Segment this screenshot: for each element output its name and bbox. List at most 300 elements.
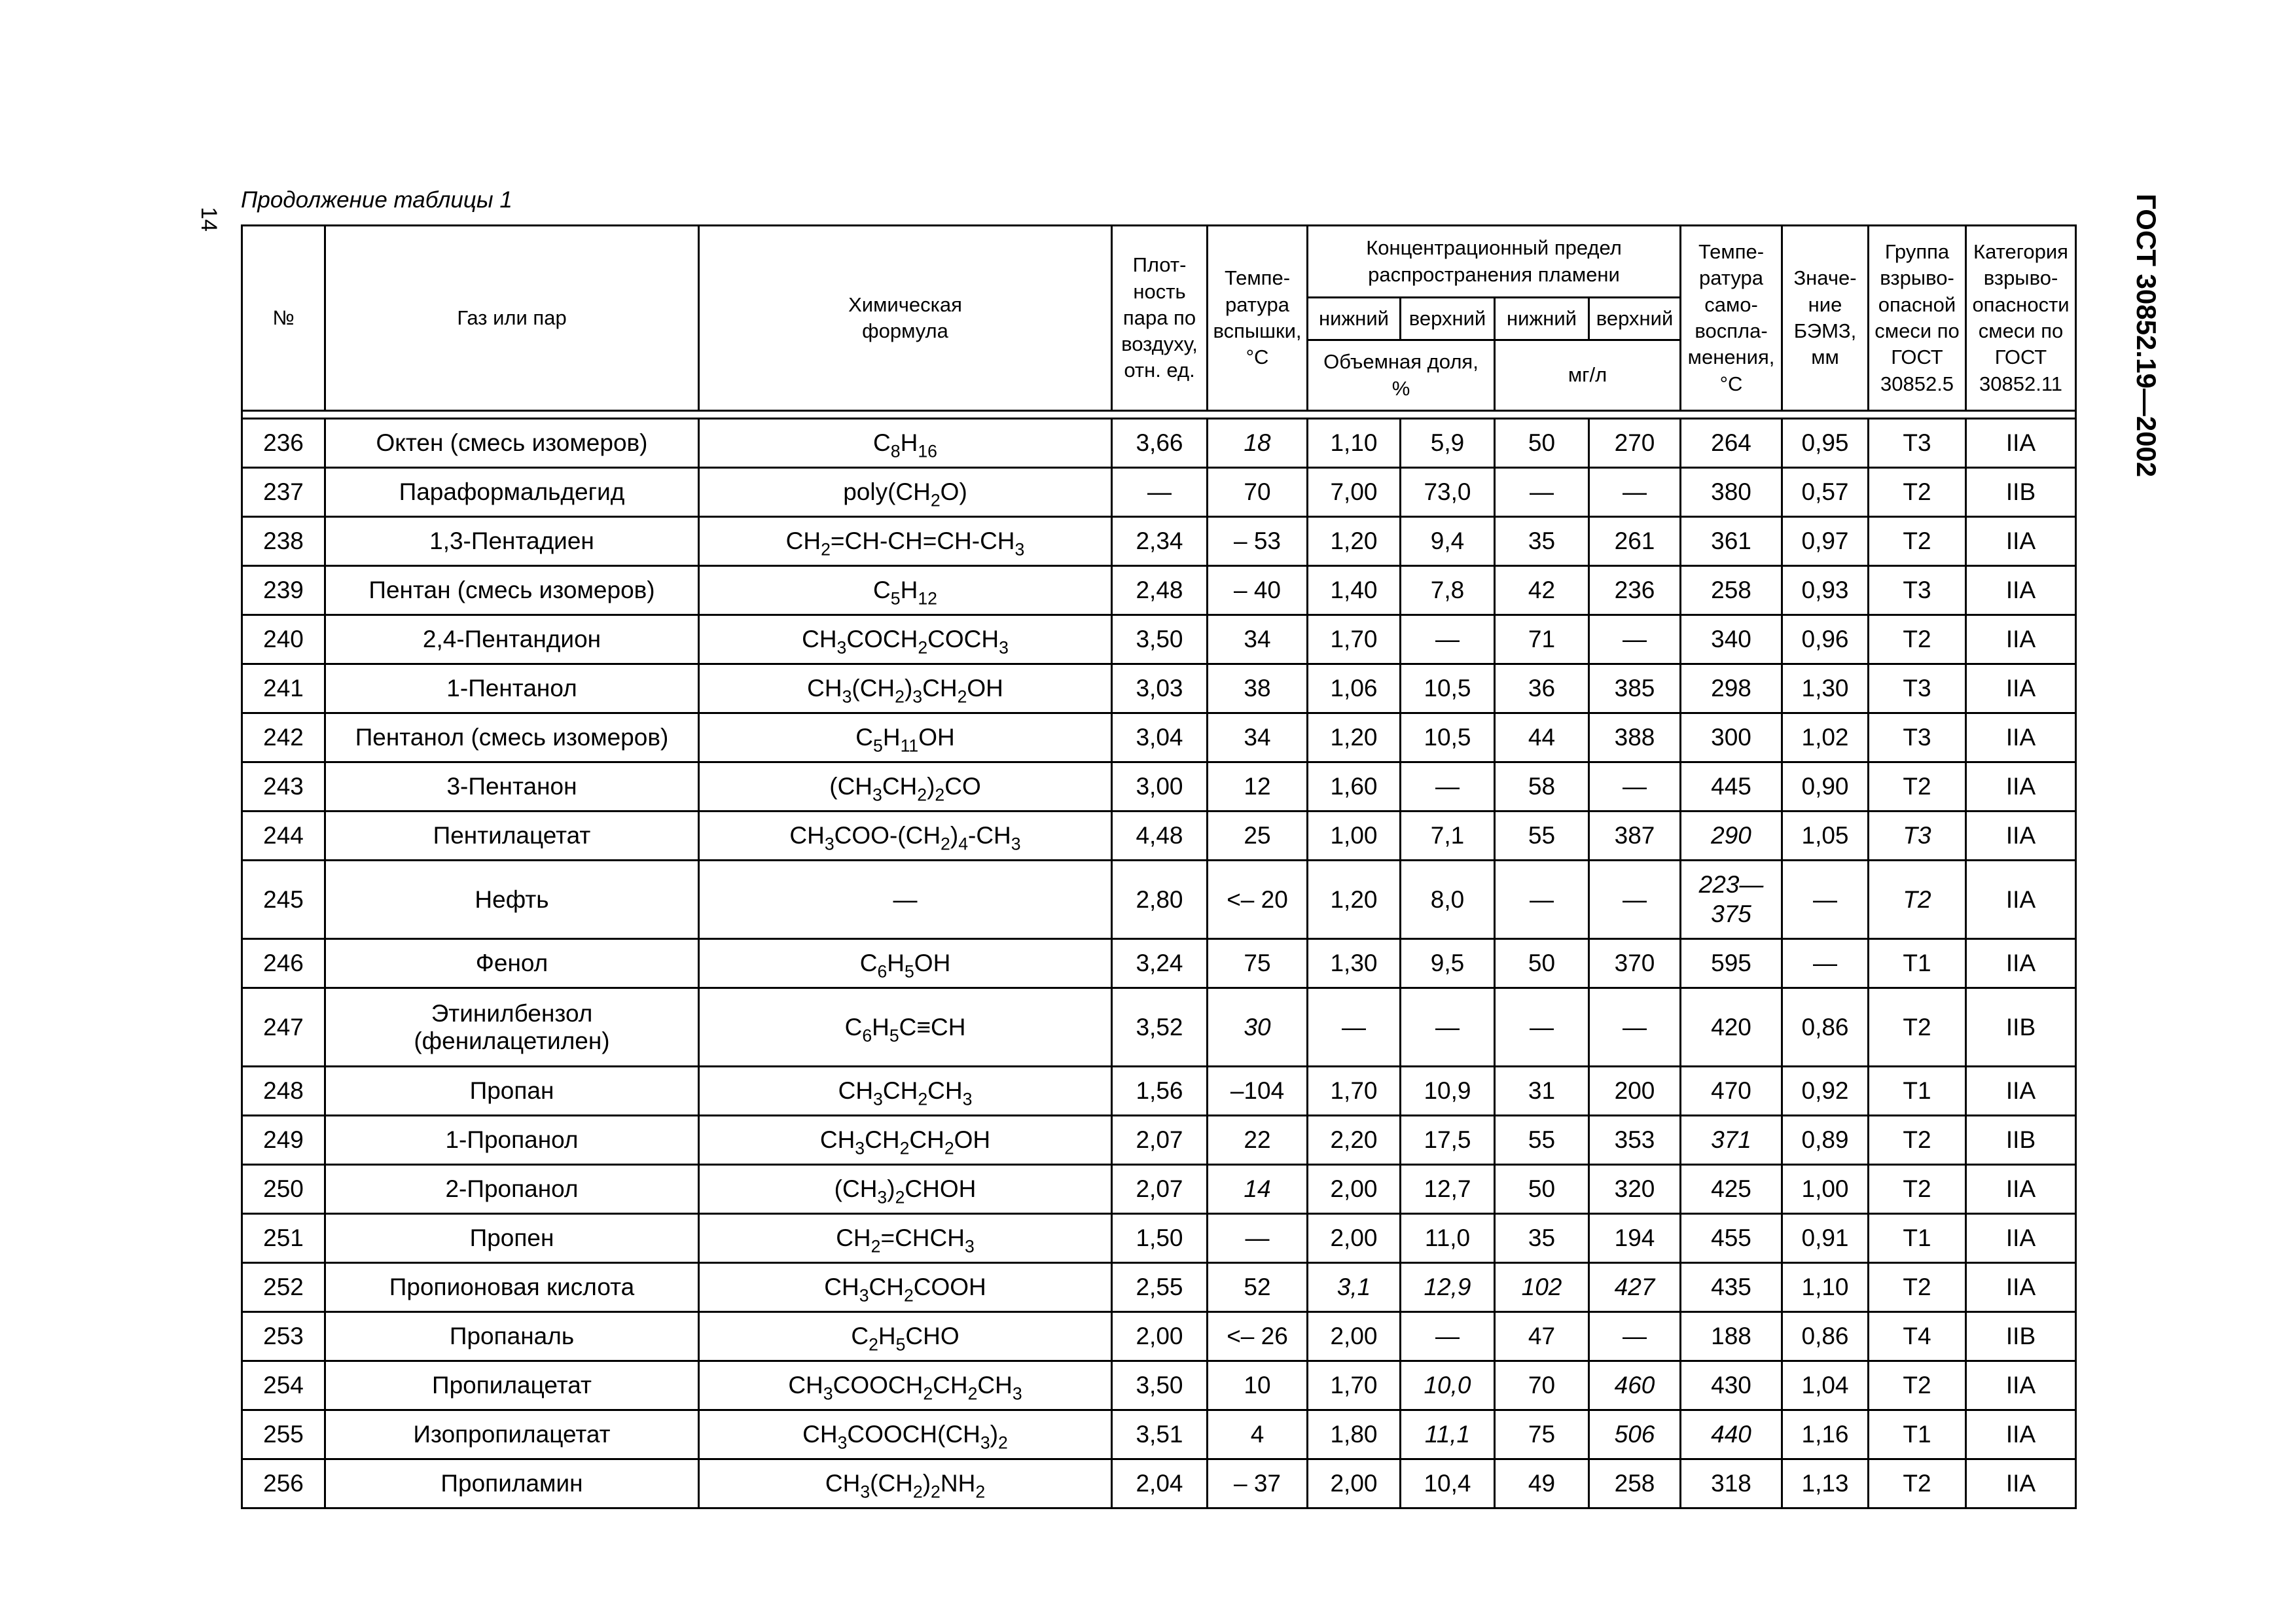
cell-number: 251 [242, 1214, 325, 1263]
cell-upper-volume: 9,4 [1401, 517, 1495, 566]
cell-group: Т1 [1869, 939, 1966, 988]
cell-density: 2,07 [1112, 1165, 1208, 1214]
cell-autoignition: 290 [1681, 812, 1782, 861]
cell-density: 3,52 [1112, 988, 1208, 1067]
cell-formula: $CH_3COO-(CH_2)_4-CH_3$ [699, 812, 1112, 861]
cell-upper-mgl: — [1589, 1312, 1681, 1361]
cell-autoignition: 470 [1681, 1067, 1782, 1116]
cell-flash-point: 70 [1208, 468, 1308, 517]
cell-bemz: 0,86 [1782, 1312, 1869, 1361]
cell-upper-mgl: 385 [1589, 664, 1681, 713]
cell-group: Т3 [1869, 812, 1966, 861]
cell-gas-name: Пентан (смесь изомеров) [325, 566, 699, 615]
cell-density: 2,80 [1112, 861, 1208, 939]
cell-group: Т2 [1869, 861, 1966, 939]
cell-upper-volume: 9,5 [1401, 939, 1495, 988]
header-bemz: Значе-ние БЭМЗ, мм [1782, 226, 1869, 411]
cell-category: IIA [1966, 1263, 2076, 1312]
cell-group: Т3 [1869, 664, 1966, 713]
cell-bemz: 0,97 [1782, 517, 1869, 566]
cell-upper-mgl: 388 [1589, 713, 1681, 762]
cell-density: 2,04 [1112, 1459, 1208, 1508]
cell-gas-name: Пропионовая кислота [325, 1263, 699, 1312]
header-volume-fraction: Объемная доля, % [1308, 340, 1495, 411]
cell-density: 3,66 [1112, 419, 1208, 468]
cell-formula: $CH_3COCH_2COCH_3$ [699, 615, 1112, 664]
cell-number: 238 [242, 517, 325, 566]
cell-lower-volume: 1,70 [1308, 1067, 1401, 1116]
cell-density: 2,07 [1112, 1116, 1208, 1165]
cell-formula: $CH_2=CHCH_3$ [699, 1214, 1112, 1263]
cell-formula: $C_6H_5OH$ [699, 939, 1112, 988]
header-upper-mgl: верхний [1589, 298, 1681, 340]
cell-group: Т3 [1869, 419, 1966, 468]
cell-group: Т2 [1869, 468, 1966, 517]
cell-upper-volume: 73,0 [1401, 468, 1495, 517]
table-body [242, 419, 2076, 1508]
cell-number: 249 [242, 1116, 325, 1165]
cell-lower-volume: 1,30 [1308, 939, 1401, 988]
cell-lower-mgl: 71 [1495, 615, 1589, 664]
cell-flash-point: 25 [1208, 812, 1308, 861]
cell-category: IIA [1966, 566, 2076, 615]
cell-number: 253 [242, 1312, 325, 1361]
cell-number: 250 [242, 1165, 325, 1214]
cell-upper-volume: 10,5 [1401, 713, 1495, 762]
cell-density: 3,24 [1112, 939, 1208, 988]
cell-autoignition: 340 [1681, 615, 1782, 664]
cell-category: IIA [1966, 762, 2076, 812]
header-flash: Темпе-ратура вспышки, °С [1208, 226, 1308, 411]
cell-gas-name: 3-Пентанон [325, 762, 699, 812]
cell-flash-point: 10 [1208, 1361, 1308, 1410]
cell-group: Т2 [1869, 615, 1966, 664]
cell-gas-name: 2,4-Пентандион [325, 615, 699, 664]
cell-number: 239 [242, 566, 325, 615]
cell-upper-mgl: 236 [1589, 566, 1681, 615]
cell-number: 242 [242, 713, 325, 762]
cell-flash-point: 38 [1208, 664, 1308, 713]
cell-formula: $C_5H_{11}OH$ [699, 713, 1112, 762]
cell-group: Т2 [1869, 1361, 1966, 1410]
cell-autoignition: 445 [1681, 762, 1782, 812]
cell-bemz: 0,93 [1782, 566, 1869, 615]
cell-flash-point: 75 [1208, 939, 1308, 988]
cell-category: IIB [1966, 1116, 2076, 1165]
cell-autoignition: 455 [1681, 1214, 1782, 1263]
cell-flash-point: — [1208, 1214, 1308, 1263]
cell-lower-mgl: 44 [1495, 713, 1589, 762]
cell-number: 241 [242, 664, 325, 713]
cell-upper-volume: 17,5 [1401, 1116, 1495, 1165]
header-category: Категория взрыво-опасности смеси по ГОСТ 30852.11 [1966, 226, 2076, 411]
cell-upper-volume: 7,1 [1401, 812, 1495, 861]
cell-upper-mgl: — [1589, 861, 1681, 939]
cell-lower-volume: 2,00 [1308, 1312, 1401, 1361]
cell-upper-mgl: 506 [1589, 1410, 1681, 1459]
table-row [242, 1459, 2076, 1508]
cell-upper-mgl: 200 [1589, 1067, 1681, 1116]
cell-upper-mgl: 387 [1589, 812, 1681, 861]
table-row [242, 1361, 2076, 1410]
cell-upper-mgl: — [1589, 615, 1681, 664]
cell-upper-volume: 7,8 [1401, 566, 1495, 615]
cell-bemz: — [1782, 939, 1869, 988]
cell-density: 2,00 [1112, 1312, 1208, 1361]
document-code-block [2131, 194, 2162, 482]
cell-upper-volume: 10,0 [1401, 1361, 1495, 1410]
cell-lower-mgl: 50 [1495, 1165, 1589, 1214]
cell-upper-volume: 12,7 [1401, 1165, 1495, 1214]
cell-number: 236 [242, 419, 325, 468]
cell-category: IIA [1966, 419, 2076, 468]
cell-density: 3,51 [1112, 1410, 1208, 1459]
cell-density: 2,55 [1112, 1263, 1208, 1312]
cell-bemz: 0,95 [1782, 419, 1869, 468]
cell-flash-point: 14 [1208, 1165, 1308, 1214]
cell-upper-mgl: 258 [1589, 1459, 1681, 1508]
cell-upper-volume: — [1401, 988, 1495, 1067]
cell-flash-point: 52 [1208, 1263, 1308, 1312]
table-row [242, 713, 2076, 762]
cell-upper-mgl: 460 [1589, 1361, 1681, 1410]
cell-lower-volume: 1,70 [1308, 615, 1401, 664]
cell-gas-name: 1,3-Пентадиен [325, 517, 699, 566]
cell-bemz: 0,92 [1782, 1067, 1869, 1116]
cell-lower-volume: 2,20 [1308, 1116, 1401, 1165]
cell-autoignition: 188 [1681, 1312, 1782, 1361]
cell-category: IIA [1966, 812, 2076, 861]
document-code: ГОСТ 30852.19—2002 [2131, 194, 2162, 478]
gas-properties-table [241, 224, 2077, 1509]
cell-formula: $(CH_3CH_2)_2CO$ [699, 762, 1112, 812]
cell-bemz: 0,57 [1782, 468, 1869, 517]
cell-lower-mgl: 50 [1495, 939, 1589, 988]
cell-number: 255 [242, 1410, 325, 1459]
cell-upper-mgl: — [1589, 988, 1681, 1067]
cell-flash-point: 30 [1208, 988, 1308, 1067]
cell-gas-name: Изопропилацетат [325, 1410, 699, 1459]
header-group: Группа взрыво-опасной смеси по ГОСТ 30852.5 [1869, 226, 1966, 411]
cell-lower-mgl: — [1495, 861, 1589, 939]
cell-autoignition: 258 [1681, 566, 1782, 615]
cell-upper-volume: 8,0 [1401, 861, 1495, 939]
cell-flash-point: <– 26 [1208, 1312, 1308, 1361]
cell-category: IIB [1966, 468, 2076, 517]
cell-category: IIA [1966, 517, 2076, 566]
cell-gas-name: Октен (смесь изомеров) [325, 419, 699, 468]
cell-upper-mgl: 261 [1589, 517, 1681, 566]
cell-lower-mgl: 35 [1495, 517, 1589, 566]
cell-lower-mgl: 58 [1495, 762, 1589, 812]
cell-flash-point: 22 [1208, 1116, 1308, 1165]
cell-lower-volume: 1,70 [1308, 1361, 1401, 1410]
cell-formula: $CH_3(CH_2)_2NH_2$ [699, 1459, 1112, 1508]
table-row [242, 1263, 2076, 1312]
table-row [242, 566, 2076, 615]
cell-lower-mgl: 50 [1495, 419, 1589, 468]
cell-bemz: 1,13 [1782, 1459, 1869, 1508]
cell-formula: $CH_3COOCH(CH_3)_2$ [699, 1410, 1112, 1459]
cell-bemz: — [1782, 861, 1869, 939]
cell-formula: $C_6H_5C\equiv CH$ [699, 988, 1112, 1067]
cell-upper-volume: 10,9 [1401, 1067, 1495, 1116]
cell-flash-point: – 40 [1208, 566, 1308, 615]
cell-density: 2,34 [1112, 517, 1208, 566]
cell-density: — [1112, 468, 1208, 517]
cell-density: 3,50 [1112, 1361, 1208, 1410]
cell-number: 248 [242, 1067, 325, 1116]
cell-gas-name: 1-Пентанол [325, 664, 699, 713]
cell-lower-volume: — [1308, 988, 1401, 1067]
cell-formula: $poly(CH_2O)$ [699, 468, 1112, 517]
table-row [242, 664, 2076, 713]
cell-upper-volume: — [1401, 762, 1495, 812]
cell-density: 4,48 [1112, 812, 1208, 861]
cell-bemz: 0,89 [1782, 1116, 1869, 1165]
cell-flash-point: 18 [1208, 419, 1308, 468]
cell-group: Т2 [1869, 517, 1966, 566]
cell-formula: $C_5H_{12}$ [699, 566, 1112, 615]
cell-group: Т2 [1869, 1263, 1966, 1312]
cell-number: 244 [242, 812, 325, 861]
cell-number: 245 [242, 861, 325, 939]
table-row [242, 1116, 2076, 1165]
cell-upper-volume: 10,5 [1401, 664, 1495, 713]
cell-category: IIA [1966, 1165, 2076, 1214]
cell-category: IIA [1966, 615, 2076, 664]
cell-upper-volume: 11,1 [1401, 1410, 1495, 1459]
cell-lower-volume: 1,60 [1308, 762, 1401, 812]
cell-group: Т1 [1869, 1067, 1966, 1116]
cell-lower-volume: 1,06 [1308, 664, 1401, 713]
cell-gas-name: Пентилацетат [325, 812, 699, 861]
cell-gas-name: Нефть [325, 861, 699, 939]
cell-bemz: 0,91 [1782, 1214, 1869, 1263]
cell-number: 254 [242, 1361, 325, 1410]
cell-upper-mgl: — [1589, 468, 1681, 517]
cell-group: Т2 [1869, 988, 1966, 1067]
table-row [242, 517, 2076, 566]
cell-autoignition: 223— 375 [1681, 861, 1782, 939]
cell-category: IIA [1966, 664, 2076, 713]
cell-autoignition: 298 [1681, 664, 1782, 713]
cell-flash-point: – 37 [1208, 1459, 1308, 1508]
cell-density: 3,03 [1112, 664, 1208, 713]
cell-bemz: 0,90 [1782, 762, 1869, 812]
cell-bemz: 1,04 [1782, 1361, 1869, 1410]
cell-autoignition: 425 [1681, 1165, 1782, 1214]
cell-category: IIA [1966, 861, 2076, 939]
table-row [242, 861, 2076, 939]
cell-category: IIA [1966, 1459, 2076, 1508]
cell-flash-point: 34 [1208, 713, 1308, 762]
table-row [242, 419, 2076, 468]
cell-autoignition: 430 [1681, 1361, 1782, 1410]
cell-upper-volume: 5,9 [1401, 419, 1495, 468]
table-row [242, 1165, 2076, 1214]
cell-formula: $CH_3CH_2CH_2OH$ [699, 1116, 1112, 1165]
table-header [242, 226, 2076, 419]
cell-lower-volume: 7,00 [1308, 468, 1401, 517]
cell-group: Т2 [1869, 1459, 1966, 1508]
cell-gas-name: Этинилбензол (фенилацетилен) [325, 988, 699, 1067]
cell-category: IIB [1966, 988, 2076, 1067]
header-lower-mgl: нижний [1495, 298, 1589, 340]
cell-upper-volume: — [1401, 615, 1495, 664]
header-num: № [242, 226, 325, 411]
cell-lower-mgl: — [1495, 468, 1589, 517]
cell-lower-mgl: 36 [1495, 664, 1589, 713]
cell-lower-mgl: 31 [1495, 1067, 1589, 1116]
cell-category: IIA [1966, 1067, 2076, 1116]
cell-formula: $C_2H_5CHO$ [699, 1312, 1112, 1361]
cell-upper-mgl: 353 [1589, 1116, 1681, 1165]
cell-gas-name: Пентанол (смесь изомеров) [325, 713, 699, 762]
header-gas: Газ или пар [325, 226, 699, 411]
cell-lower-mgl: 55 [1495, 812, 1589, 861]
cell-group: Т1 [1869, 1410, 1966, 1459]
table-row [242, 1067, 2076, 1116]
cell-lower-mgl: 75 [1495, 1410, 1589, 1459]
cell-lower-volume: 1,00 [1308, 812, 1401, 861]
cell-group: Т1 [1869, 1214, 1966, 1263]
cell-gas-name: Пропен [325, 1214, 699, 1263]
cell-autoignition: 318 [1681, 1459, 1782, 1508]
cell-number: 252 [242, 1263, 325, 1312]
cell-formula: $CH_3CH_2CH_3$ [699, 1067, 1112, 1116]
cell-lower-mgl: — [1495, 988, 1589, 1067]
cell-autoignition: 264 [1681, 419, 1782, 468]
cell-bemz: 1,05 [1782, 812, 1869, 861]
cell-flash-point: 34 [1208, 615, 1308, 664]
cell-lower-mgl: 55 [1495, 1116, 1589, 1165]
cell-bemz: 1,02 [1782, 713, 1869, 762]
cell-lower-volume: 2,00 [1308, 1165, 1401, 1214]
cell-lower-volume: 1,40 [1308, 566, 1401, 615]
cell-flash-point: – 53 [1208, 517, 1308, 566]
header-limits: Концентрационный предел распространения пламени [1308, 226, 1681, 298]
cell-lower-mgl: 42 [1495, 566, 1589, 615]
cell-category: IIA [1966, 713, 2076, 762]
cell-lower-volume: 2,00 [1308, 1214, 1401, 1263]
cell-autoignition: 380 [1681, 468, 1782, 517]
table-row [242, 762, 2076, 812]
cell-upper-mgl: 427 [1589, 1263, 1681, 1312]
table-row [242, 1214, 2076, 1263]
cell-gas-name: Параформальдегид [325, 468, 699, 517]
cell-density: 3,00 [1112, 762, 1208, 812]
cell-flash-point: <– 20 [1208, 861, 1308, 939]
cell-upper-mgl: 370 [1589, 939, 1681, 988]
cell-lower-volume: 1,20 [1308, 713, 1401, 762]
cell-upper-volume: 12,9 [1401, 1263, 1495, 1312]
cell-density: 3,50 [1112, 615, 1208, 664]
cell-density: 1,50 [1112, 1214, 1208, 1263]
cell-bemz: 1,30 [1782, 664, 1869, 713]
cell-density: 2,48 [1112, 566, 1208, 615]
cell-density: 1,56 [1112, 1067, 1208, 1116]
cell-upper-volume: 11,0 [1401, 1214, 1495, 1263]
cell-flash-point: 12 [1208, 762, 1308, 812]
cell-group: Т4 [1869, 1312, 1966, 1361]
cell-lower-volume: 1,20 [1308, 517, 1401, 566]
cell-upper-volume: — [1401, 1312, 1495, 1361]
table-row [242, 1410, 2076, 1459]
cell-number: 243 [242, 762, 325, 812]
cell-group: Т2 [1869, 1116, 1966, 1165]
cell-gas-name: 1-Пропанол [325, 1116, 699, 1165]
cell-lower-mgl: 35 [1495, 1214, 1589, 1263]
cell-category: IIA [1966, 1410, 2076, 1459]
cell-autoignition: 435 [1681, 1263, 1782, 1312]
table-row [242, 812, 2076, 861]
cell-gas-name: Фенол [325, 939, 699, 988]
header-lower-vol: нижний [1308, 298, 1401, 340]
header-formula: Химическая формула [699, 226, 1112, 411]
cell-upper-volume: 10,4 [1401, 1459, 1495, 1508]
cell-category: IIB [1966, 1312, 2076, 1361]
cell-category: IIA [1966, 939, 2076, 988]
cell-number: 256 [242, 1459, 325, 1508]
cell-formula: — [699, 861, 1112, 939]
cell-flash-point: 4 [1208, 1410, 1308, 1459]
cell-gas-name: Пропан [325, 1067, 699, 1116]
cell-upper-mgl: — [1589, 762, 1681, 812]
cell-formula: $CH_3(CH_2)_3CH_2OH$ [699, 664, 1112, 713]
cell-gas-name: Пропилацетат [325, 1361, 699, 1410]
cell-autoignition: 371 [1681, 1116, 1782, 1165]
cell-formula: $CH_2=CH-CH=CH-CH_3$ [699, 517, 1112, 566]
cell-number: 240 [242, 615, 325, 664]
cell-upper-mgl: 270 [1589, 419, 1681, 468]
cell-bemz: 0,86 [1782, 988, 1869, 1067]
cell-lower-volume: 1,10 [1308, 419, 1401, 468]
cell-lower-mgl: 70 [1495, 1361, 1589, 1410]
cell-density: 3,04 [1112, 713, 1208, 762]
cell-number: 247 [242, 988, 325, 1067]
cell-lower-volume: 3,1 [1308, 1263, 1401, 1312]
cell-autoignition: 361 [1681, 517, 1782, 566]
header-density: Плот-ность пара по воздуху, отн. ед. [1112, 226, 1208, 411]
cell-lower-mgl: 49 [1495, 1459, 1589, 1508]
cell-flash-point: –104 [1208, 1067, 1308, 1116]
page-number: 14 [196, 207, 221, 232]
cell-category: IIA [1966, 1361, 2076, 1410]
cell-lower-mgl: 47 [1495, 1312, 1589, 1361]
cell-group: Т2 [1869, 762, 1966, 812]
cell-formula: $CH_3COOCH_2CH_2CH_3$ [699, 1361, 1112, 1410]
table-row [242, 988, 2076, 1067]
cell-formula: $(CH_3)_2CHOH$ [699, 1165, 1112, 1214]
cell-group: Т3 [1869, 566, 1966, 615]
header-mg-per-l: мг/л [1495, 340, 1681, 411]
cell-lower-volume: 1,80 [1308, 1410, 1401, 1459]
header-autoignition: Темпе-ратура само-воспла-менения, °С [1681, 226, 1782, 411]
cell-gas-name: 2-Пропанол [325, 1165, 699, 1214]
cell-autoignition: 300 [1681, 713, 1782, 762]
cell-autoignition: 420 [1681, 988, 1782, 1067]
header-upper-vol: верхний [1401, 298, 1495, 340]
cell-bemz: 0,96 [1782, 615, 1869, 664]
cell-lower-mgl: 102 [1495, 1263, 1589, 1312]
table-row [242, 939, 2076, 988]
cell-formula: $C_8H_{16}$ [699, 419, 1112, 468]
cell-number: 246 [242, 939, 325, 988]
cell-lower-volume: 1,20 [1308, 861, 1401, 939]
table-row [242, 1312, 2076, 1361]
table-row [242, 468, 2076, 517]
